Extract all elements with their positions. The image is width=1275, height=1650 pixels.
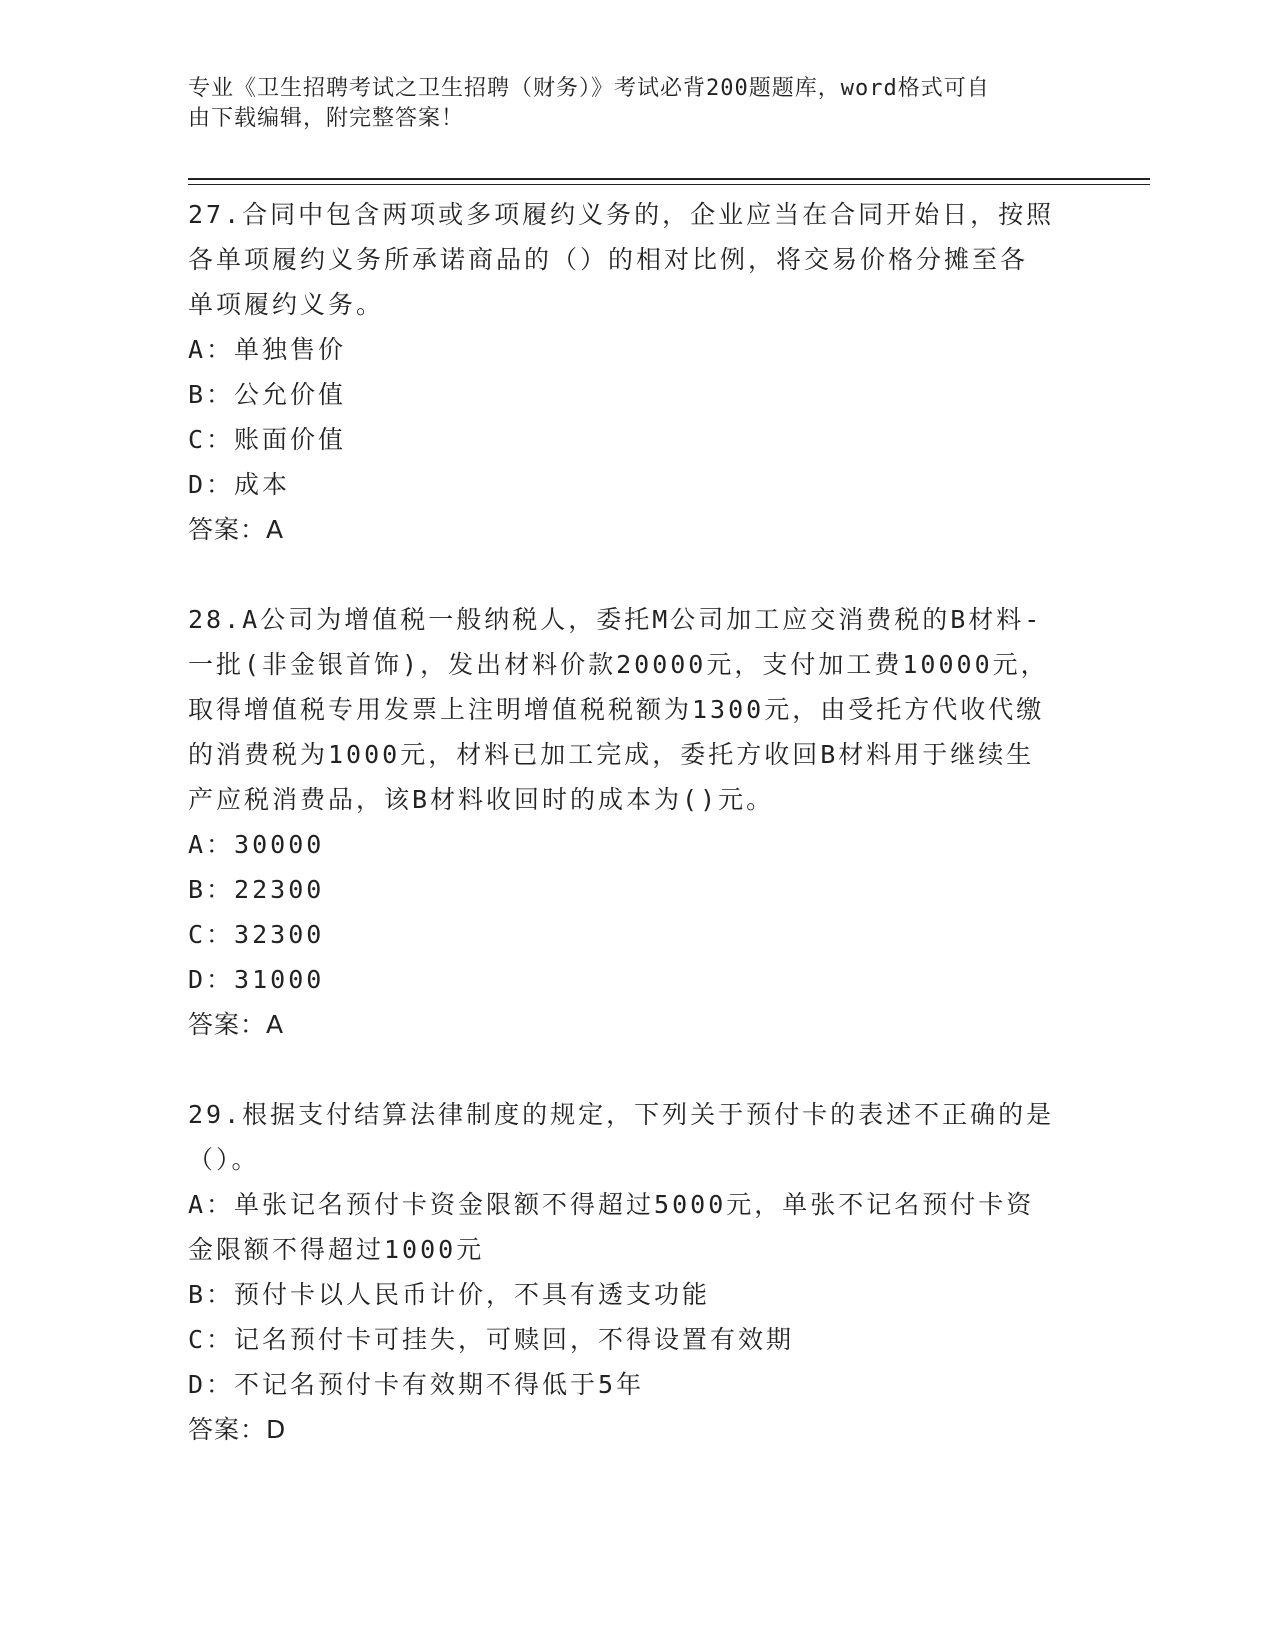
stem-line: （）。 xyxy=(188,1145,260,1174)
spacer xyxy=(188,552,1088,597)
stem-line: 产应税消费品，该B材料收回时的成本为()元。 xyxy=(188,785,775,814)
option-b: B：22300 xyxy=(188,875,325,904)
stem-line: 取得增值税专用发票上注明增值税税额为1300元，由受托方代收代缴 xyxy=(188,695,1045,724)
header-divider-thin xyxy=(188,184,1150,185)
question-27 xyxy=(188,192,1088,552)
header-line: 专业《卫生招聘考试之卫生招聘（财务）》考试必背200题题库，word格式可自 xyxy=(188,76,990,101)
option-b: B：公允价值 xyxy=(188,380,347,409)
answer: 答案：A xyxy=(188,515,285,544)
question-stem xyxy=(188,192,1088,327)
option-a: A：30000 xyxy=(188,830,325,859)
stem-line: 29.根据支付结算法律制度的规定，下列关于预付卡的表述不正确的是 xyxy=(188,1100,1055,1129)
stem-line: 27.合同中包含两项或多项履约义务的，企业应当在合同开始日，按照 xyxy=(188,200,1055,229)
spacer xyxy=(188,1047,1088,1092)
question-stem xyxy=(188,1092,1088,1182)
stem-line: 的消费税为1000元，材料已加工完成，委托方收回B材料用于继续生 xyxy=(188,740,1035,769)
option-a: A：单独售价 xyxy=(188,335,347,364)
question-29 xyxy=(188,1092,1088,1452)
document-header xyxy=(188,74,1068,134)
question-list xyxy=(188,192,1088,1452)
stem-line: 单项履约义务。 xyxy=(188,290,385,319)
header-line: 由下载编辑，附完整答案！ xyxy=(188,106,465,131)
option-d: D：成本 xyxy=(188,470,291,499)
stem-line: 一批(非金银首饰)，发出材料价款20000元，支付加工费10000元， xyxy=(188,650,1049,679)
option-c: C：记名预付卡可挂失，可赎回，不得设置有效期 xyxy=(188,1325,795,1354)
stem-line: 各单项履约义务所承诺商品的（）的相对比例，将交易价格分摊至各 xyxy=(188,245,1029,274)
stem-line: 28.A公司为增值税一般纳税人，委托M公司加工应交消费税的B材料- xyxy=(188,605,1043,634)
option-d: D：不记名预付卡有效期不得低于5年 xyxy=(188,1370,645,1399)
header-divider xyxy=(188,178,1150,180)
option-a: A：单张记名预付卡资金限额不得超过5000元，单张不记名预付卡资 xyxy=(188,1190,1035,1219)
option-a-continued: 金限额不得超过1000元 xyxy=(188,1235,485,1264)
option-d: D：31000 xyxy=(188,965,325,994)
question-stem xyxy=(188,597,1088,822)
option-c: C：32300 xyxy=(188,920,325,949)
option-c: C：账面价值 xyxy=(188,425,347,454)
option-b: B：预付卡以人民币计价，不具有透支功能 xyxy=(188,1280,711,1309)
answer: 答案：A xyxy=(188,1010,285,1039)
answer: 答案：D xyxy=(188,1415,287,1444)
question-28 xyxy=(188,597,1088,1047)
